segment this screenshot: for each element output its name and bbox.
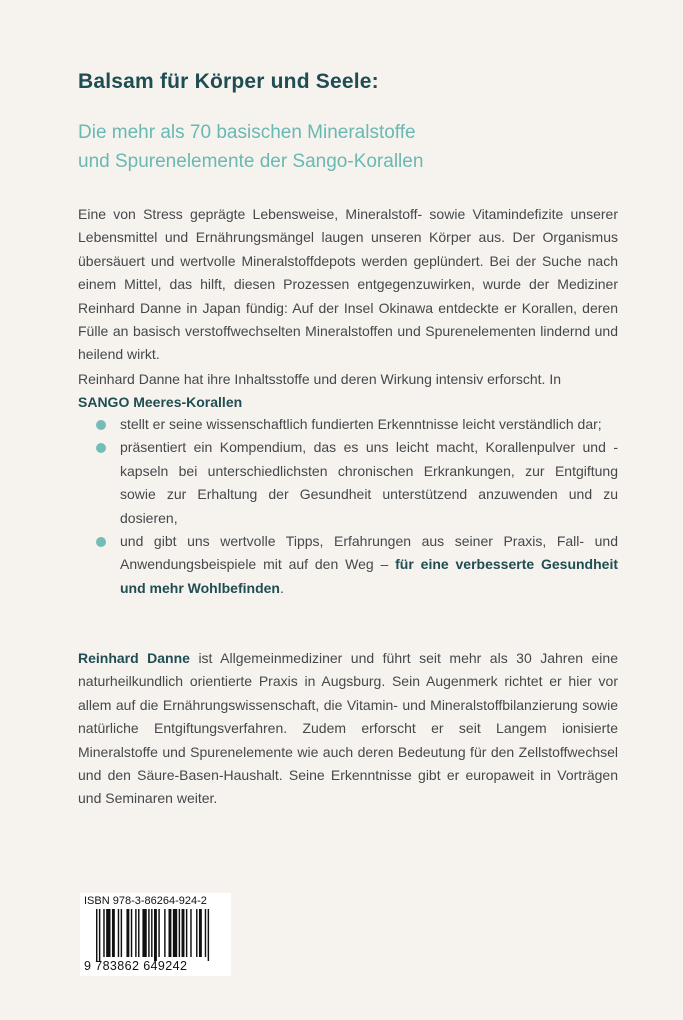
- bullet-dot-icon: [96, 420, 106, 430]
- author-paragraph: [78, 647, 618, 811]
- list-item-end: .: [279, 579, 284, 596]
- isbn-label: ISBN 978-3-86264-924-2: [84, 895, 207, 907]
- list-item-text: und gibt uns wertvolle Tipps, Erfahrungen aus seiner Praxis, Fall- und Anwendungsbeispiele mit auf den Weg –: [120, 533, 618, 573]
- book-name-highlight: SANGO Meeres-Korallen: [78, 394, 243, 411]
- list-item-text: präsentiert ein Kompendium, das es uns leicht macht, Korallenpulver und -kapseln bei unterschiedlichsten chronischen Erkrankungen, zur Entgiftung sowie zur Erhaltung der Gesundheit unterstützend anzuwenden und zu dosieren,: [120, 439, 618, 526]
- list-item: [78, 436, 618, 530]
- isbn-barcode: [80, 893, 231, 976]
- book-subtitle: [78, 118, 423, 176]
- intro-paragraph: Eine von Stress geprägte Lebensweise, Mineralstoff- sowie Vitamindefizite unserer Lebensmittel und Ernährungsmängel laugen unseren Körper aus. Der Organismus übersäuert und wertvolle Mineralstoffdepots werden geplündert. Bei der Suche nach einem Mittel, das hilft, diesen Prozessen entgegenzuwirken, wurde der Mediziner Reinhard Danne in Japan fündig: Auf der Insel Okinawa entdeckte er Korallen, deren Fülle an basisch verstoffwechselten Mineralstoffen und Spurenelementen lindernd und heilend wirkt.: [78, 206, 618, 363]
- list-item-text: stellt er seine wissenschaftlich fundierten Erkenntnisse leicht verständlich dar;: [120, 416, 602, 432]
- barcode-bars-icon: [80, 909, 231, 961]
- book-title: Balsam für Körper und Seele:: [78, 70, 379, 93]
- author-name: Reinhard Danne: [78, 650, 190, 666]
- bullet-dot-icon: [96, 443, 106, 453]
- research-paragraph: [78, 368, 618, 415]
- research-text: Reinhard Danne hat ihre Inhaltsstoffe und deren Wirkung intensiv erforscht. In: [78, 371, 562, 387]
- feature-list: [78, 413, 618, 600]
- subtitle-line-2: und Spurenelemente der Sango-Korallen: [78, 151, 424, 172]
- list-item: [78, 530, 618, 600]
- ean-digits: 9 783862 649242: [84, 959, 188, 973]
- author-bio: ist Allgemeinmediziner und führt seit mehr als 30 Jahren eine naturheilkundlich orientierte Praxis in Augsburg. Sein Augenmerk richtet er hier vor allem auf die Ernährungswissenschaft, die Vitamin- und Mineralstoffbilanzierung sowie natürliche Entgiftungsverfahren. Zudem erforscht er seit Langem ionisierte Mineralstoffe und Spurenelemente wie auch deren Bedeutung für den Zellstoffwechsel und den Säure-Basen-Haushalt. Seine Erkenntnisse gibt er europaweit in Vorträgen und Seminaren weiter.: [78, 650, 618, 807]
- subtitle-line-1: Die mehr als 70 basischen Mineralstoffe: [78, 122, 416, 143]
- list-item-highlight: für eine verbesserte Gesundheit und mehr Wohlbefinden: [120, 556, 618, 596]
- list-item: [78, 413, 618, 436]
- bullet-dot-icon: [96, 537, 106, 547]
